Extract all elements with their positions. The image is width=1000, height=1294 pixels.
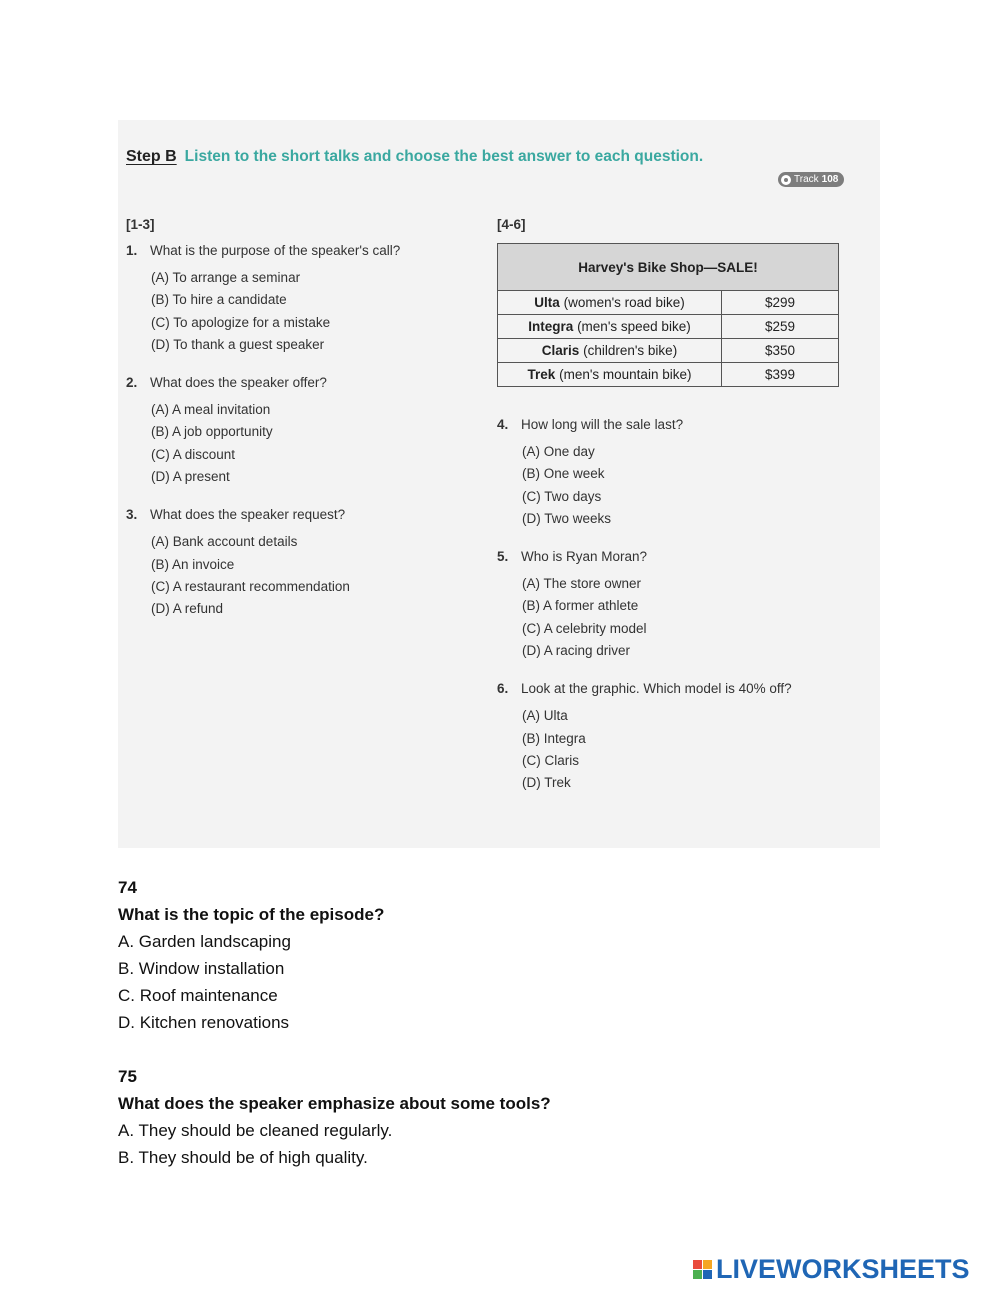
bike-sale-table [497, 243, 839, 387]
model-price: $299 [722, 291, 839, 315]
option: (A) Bank account details [151, 534, 298, 550]
question-number: 4. [497, 417, 509, 432]
option: (A) One day [522, 444, 595, 459]
answer-option[interactable]: D. Kitchen renovations [118, 1013, 290, 1032]
option: (B) To hire a candidate [151, 292, 287, 308]
audio-track-badge [778, 172, 844, 187]
answer-option[interactable]: C. Roof maintenance [118, 986, 278, 1005]
option: (A) Ulta [522, 708, 568, 724]
model-desc: (children's bike) [583, 343, 678, 358]
option: (D) A refund [151, 601, 224, 617]
answer-option[interactable]: A. They should be cleaned regularly. [118, 1121, 393, 1140]
question-text: What does the speaker request? [150, 507, 346, 523]
question-number: 75 [118, 1067, 137, 1086]
option: (D) A racing driver [522, 643, 631, 659]
logo-grid-icon [693, 1260, 712, 1279]
table-title: Harvey's Bike Shop—SALE! [498, 244, 839, 291]
model-name: Integra [528, 319, 574, 334]
question-75 [118, 1063, 551, 1171]
option: (A) The store owner [522, 576, 642, 592]
question-number: 3. [126, 507, 138, 523]
table-row [498, 315, 839, 339]
option: (D) Two weeks [522, 510, 612, 526]
textbook-scan-image [118, 120, 880, 848]
table-row [498, 291, 839, 315]
option: (A) To arrange a seminar [151, 270, 301, 285]
question-4 [497, 417, 867, 532]
question-text: Look at the graphic. Which model is 40% off? [521, 681, 792, 697]
questions-4-6 [497, 217, 867, 814]
question-text: What does the speaker emphasize about some tools? [118, 1094, 551, 1113]
question-range: [1-3] [126, 217, 155, 232]
table-row [498, 363, 839, 387]
option: (B) One week [522, 466, 605, 482]
option: (B) A former athlete [522, 598, 639, 614]
question-number: 6. [497, 681, 509, 697]
option: (D) To thank a guest speaker [151, 336, 325, 352]
option: (C) Two days [522, 488, 602, 504]
question-1 [126, 243, 486, 358]
option: (C) To apologize for a mistake [151, 314, 331, 330]
model-name: Trek [527, 367, 556, 382]
question-text: Who is Ryan Moran? [521, 549, 648, 565]
question-number: 5. [497, 549, 509, 565]
option: (C) A celebrity model [522, 620, 647, 636]
model-name: Ulta [534, 295, 560, 310]
question-text: What is the topic of the episode? [118, 905, 385, 924]
question-number: 2. [126, 375, 138, 391]
question-text: What does the speaker offer? [150, 375, 327, 391]
logo-text: LIVEWORKSHEETS [716, 1253, 970, 1284]
cd-icon [781, 175, 791, 185]
step-instruction: Listen to the short talks and choose the best answer to each question. [184, 148, 704, 165]
option: (B) An invoice [151, 556, 235, 572]
model-name: Claris [541, 343, 580, 358]
question-5 [497, 549, 867, 664]
option: (C) Claris [522, 752, 579, 768]
answer-option[interactable]: B. Window installation [118, 959, 285, 978]
option: (B) A job opportunity [151, 424, 273, 440]
option: (D) A present [151, 469, 230, 485]
track-number: 108 [821, 174, 839, 185]
track-prefix: Track [794, 174, 819, 185]
option: (C) A discount [151, 446, 236, 462]
model-price: $259 [722, 315, 839, 339]
question-text: What is the purpose of the speaker's call? [150, 243, 401, 258]
option: (C) A restaurant recommendation [151, 578, 350, 594]
questions-1-3 [126, 217, 486, 640]
table-row [498, 339, 839, 363]
step-heading [126, 148, 703, 166]
model-desc: (men's speed bike) [577, 319, 691, 334]
step-label: Step B [126, 148, 177, 165]
option: (B) Integra [522, 730, 586, 746]
option: (A) A meal invitation [151, 402, 271, 418]
model-desc: (men's mountain bike) [559, 367, 692, 382]
question-number: 74 [118, 878, 137, 897]
question-number: 1. [126, 243, 138, 258]
question-6 [497, 681, 867, 796]
question-3 [126, 507, 486, 622]
model-price: $350 [722, 339, 839, 363]
question-text: How long will the sale last? [521, 417, 684, 432]
question-range: [4-6] [497, 217, 526, 232]
answer-option[interactable]: A. Garden landscaping [118, 932, 291, 951]
answer-option[interactable]: B. They should be of high quality. [118, 1148, 368, 1167]
question-74 [118, 874, 384, 1036]
question-2 [126, 375, 486, 490]
model-desc: (women's road bike) [563, 295, 685, 310]
liveworksheets-logo [693, 1254, 970, 1284]
option: (D) Trek [522, 775, 571, 791]
model-price: $399 [722, 363, 839, 387]
